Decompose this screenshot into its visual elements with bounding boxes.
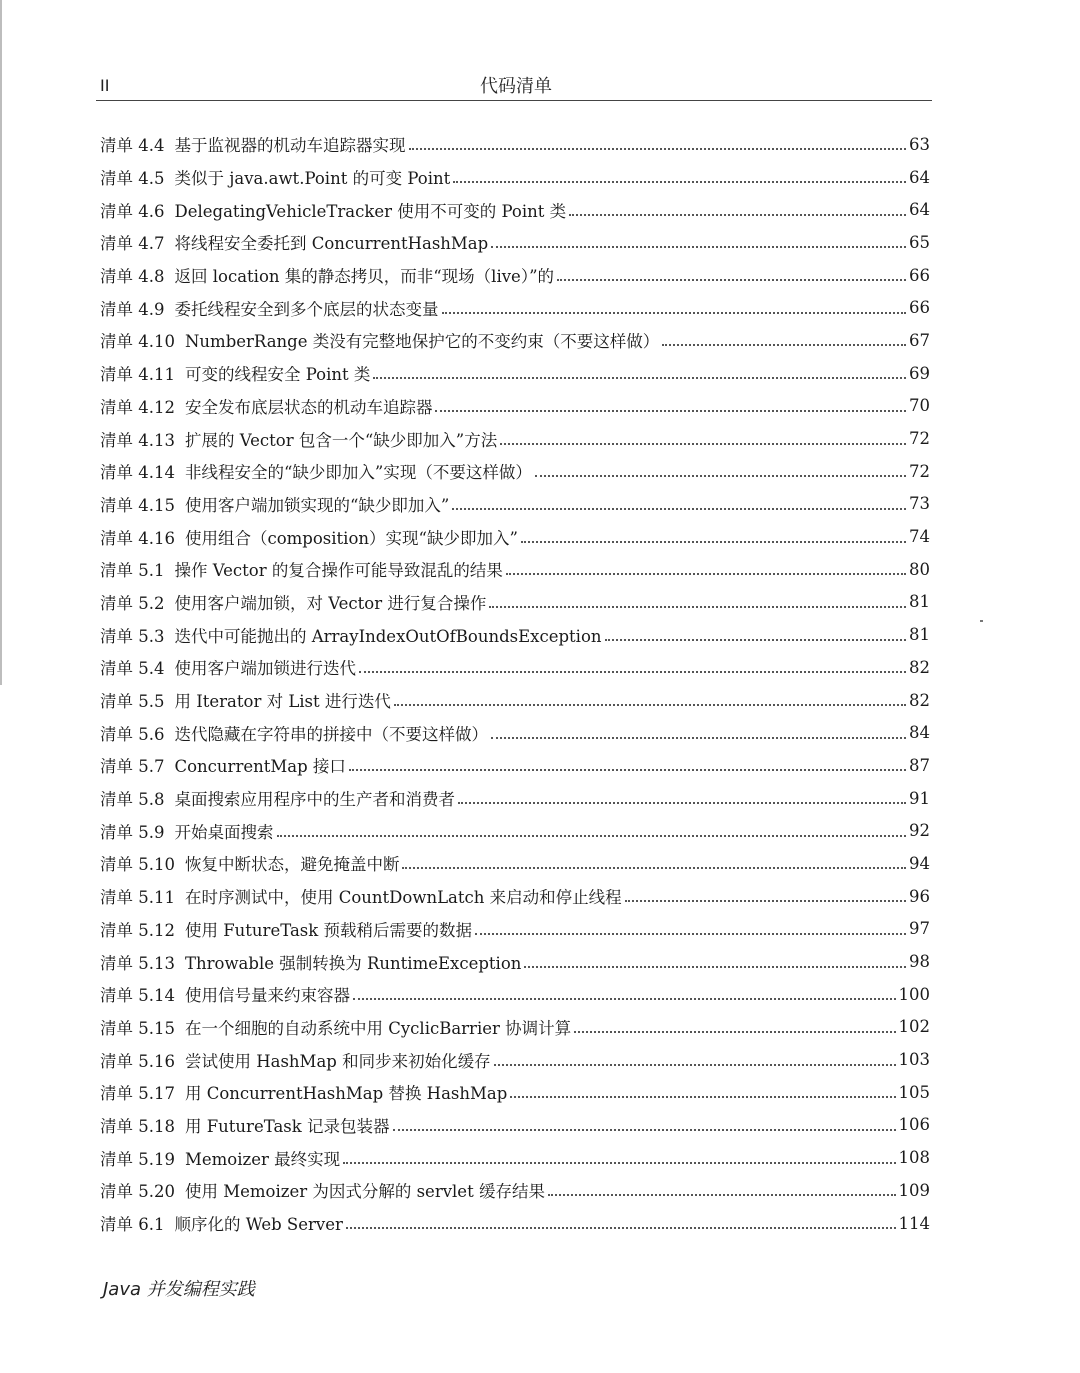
dot-leader xyxy=(489,606,906,608)
toc-entry[interactable] xyxy=(100,913,930,946)
listing-title: 非线程安全的“缺少即加入”实现（不要这样做） xyxy=(184,463,532,483)
listing-number: 清单 5.15 xyxy=(100,1018,175,1038)
listing-number: 清单 4.5 xyxy=(100,169,165,189)
page-reference: 63 xyxy=(909,134,930,154)
toc-entry[interactable] xyxy=(100,357,930,390)
page-reference: 64 xyxy=(909,200,930,220)
toc-entry[interactable] xyxy=(100,488,930,521)
dot-leader xyxy=(506,573,906,575)
toc-entry[interactable] xyxy=(100,455,930,488)
page-reference: 108 xyxy=(898,1148,930,1168)
listing-title: 用 FutureTask 记录包装器 xyxy=(184,1116,390,1136)
toc-entry[interactable] xyxy=(100,128,930,161)
listing-title: 委托线程安全到多个底层的状态变量 xyxy=(174,299,439,319)
dot-leader xyxy=(625,900,906,902)
listing-number: 清单 5.17 xyxy=(100,1084,175,1104)
listing-title: 将线程安全委托到 ConcurrentHashMap xyxy=(174,234,489,254)
toc-entry[interactable] xyxy=(100,422,930,455)
page-reference: 96 xyxy=(909,886,930,906)
page-reference: 70 xyxy=(909,396,930,416)
dot-leader xyxy=(557,279,906,281)
dot-leader xyxy=(494,1064,896,1066)
toc-entry[interactable] xyxy=(100,814,930,847)
page-reference: 84 xyxy=(909,723,930,743)
page-reference: 81 xyxy=(909,625,930,645)
listing-title: 迭代隐藏在字符串的拼接中（不要这样做） xyxy=(174,724,488,744)
dot-leader xyxy=(359,671,906,673)
listing-title: 开始桌面搜索 xyxy=(174,822,274,842)
page-edge-shadow xyxy=(0,0,2,685)
dot-leader xyxy=(458,802,906,804)
listing-number: 清单 5.13 xyxy=(100,953,175,973)
listing-title: 在时序测试中，使用 CountDownLatch 来启动和停止线程 xyxy=(184,888,622,908)
toc-entry[interactable] xyxy=(100,945,930,978)
dot-leader xyxy=(353,998,896,1000)
listing-title: 操作 Vector 的复合操作可能导致混乱的结果 xyxy=(174,561,503,581)
listing-number: 清单 4.15 xyxy=(100,495,175,515)
listing-title: 尝试使用 HashMap 和同步来初始化缓存 xyxy=(184,1051,491,1071)
listing-title: 迭代中可能抛出的 ArrayIndexOutOfBoundsException xyxy=(174,626,602,646)
listing-title: 可变的线程安全 Point 类 xyxy=(184,365,371,385)
dot-leader xyxy=(453,181,906,183)
page-reference: 65 xyxy=(909,232,930,252)
listing-title: Throwable 强制转换为 RuntimeException xyxy=(184,953,522,973)
listing-number: 清单 4.11 xyxy=(100,365,175,385)
toc-entry[interactable] xyxy=(100,618,930,651)
listing-number: 清单 5.14 xyxy=(100,986,175,1006)
page-reference: 103 xyxy=(898,1050,930,1070)
listing-title: ConcurrentMap 接口 xyxy=(174,757,346,777)
listing-number: 清单 5.4 xyxy=(100,659,165,679)
dot-leader xyxy=(452,508,906,510)
toc-entry[interactable] xyxy=(100,1011,930,1044)
dot-leader xyxy=(435,410,906,412)
page-reference: 105 xyxy=(898,1082,930,1102)
listing-number: 清单 4.14 xyxy=(100,463,175,483)
dot-leader xyxy=(346,1227,896,1229)
listing-title: 使用客户端加锁进行迭代 xyxy=(174,659,356,679)
toc-entry[interactable] xyxy=(100,1076,930,1109)
dot-leader xyxy=(662,344,906,346)
toc-entry[interactable] xyxy=(100,880,930,913)
dot-leader xyxy=(373,377,906,379)
page-reference: 81 xyxy=(909,592,930,612)
listing-number: 清单 5.20 xyxy=(100,1182,175,1202)
toc-entry[interactable] xyxy=(100,978,930,1011)
listing-number: 清单 4.13 xyxy=(100,430,175,450)
listing-number: 清单 5.12 xyxy=(100,920,175,940)
listing-title: 使用组合（composition）实现“缺少即加入” xyxy=(184,528,518,548)
listing-title: 使用信号量来约束容器 xyxy=(184,986,350,1006)
listing-title: 使用 Memoizer 为因式分解的 servlet 缓存结果 xyxy=(184,1182,545,1202)
dot-leader xyxy=(524,966,906,968)
dot-leader xyxy=(535,475,906,477)
toc-entry[interactable] xyxy=(100,390,930,423)
listing-title: Memoizer 最终实现 xyxy=(184,1149,341,1169)
page-reference: 67 xyxy=(909,330,930,350)
scan-speck xyxy=(980,620,983,622)
dot-leader xyxy=(277,835,907,837)
listing-toc xyxy=(100,128,930,1239)
listing-number: 清单 4.10 xyxy=(100,332,175,352)
toc-entry[interactable] xyxy=(100,193,930,226)
running-title: 代码清单 xyxy=(480,76,552,97)
toc-entry[interactable] xyxy=(100,1141,930,1174)
listing-number: 清单 5.18 xyxy=(100,1116,175,1136)
listing-number: 清单 5.11 xyxy=(100,888,175,908)
toc-entry[interactable] xyxy=(100,1207,930,1240)
page-reference: 97 xyxy=(909,919,930,939)
dot-leader xyxy=(491,246,906,248)
dot-leader xyxy=(442,312,907,314)
dot-leader xyxy=(402,867,906,869)
page-reference: 72 xyxy=(909,461,930,481)
listing-title: DelegatingVehicleTracker 使用不可变的 Point 类 xyxy=(174,201,567,221)
toc-entry[interactable] xyxy=(100,651,930,684)
toc-entry[interactable] xyxy=(100,782,930,815)
listing-title: 顺序化的 Web Server xyxy=(174,1215,343,1235)
dot-leader xyxy=(409,148,907,150)
toc-entry[interactable] xyxy=(100,291,930,324)
listing-title: 类似于 java.awt.Point 的可变 Point xyxy=(174,169,451,189)
toc-entry[interactable] xyxy=(100,520,930,553)
page-reference: 92 xyxy=(909,821,930,841)
dot-leader xyxy=(574,1031,895,1033)
listing-number: 清单 5.16 xyxy=(100,1051,175,1071)
listing-number: 清单 4.6 xyxy=(100,201,165,221)
page-reference: 102 xyxy=(898,1017,930,1037)
dot-leader xyxy=(343,1162,895,1164)
listing-number: 清单 4.4 xyxy=(100,136,165,156)
listing-number: 清单 4.7 xyxy=(100,234,165,254)
book-title-footer: Java 并发编程实践 xyxy=(103,1279,255,1300)
dot-leader xyxy=(500,443,906,445)
listing-title: 基于监视器的机动车追踪器实现 xyxy=(174,136,406,156)
page-reference: 98 xyxy=(909,952,930,972)
listing-number: 清单 5.8 xyxy=(100,790,165,810)
toc-entry[interactable] xyxy=(100,324,930,357)
toc-entry[interactable] xyxy=(100,684,930,717)
listing-title: 使用 FutureTask 预载稍后需要的数据 xyxy=(184,920,472,940)
page-reference: 72 xyxy=(909,429,930,449)
toc-entry[interactable] xyxy=(100,226,930,259)
listing-title: 在一个细胞的自动系统中用 CyclicBarrier 协调计算 xyxy=(184,1018,572,1038)
toc-entry[interactable] xyxy=(100,1043,930,1076)
listing-number: 清单 4.12 xyxy=(100,397,175,417)
listing-title: 用 Iterator 对 List 进行迭代 xyxy=(174,692,391,712)
dot-leader xyxy=(569,214,906,216)
listing-title: NumberRange 类没有完整地保护它的不变约束（不要这样做） xyxy=(184,332,660,352)
dot-leader xyxy=(349,769,906,771)
listing-number: 清单 4.9 xyxy=(100,299,165,319)
toc-entry[interactable] xyxy=(100,259,930,292)
listing-title: 安全发布底层状态的机动车追踪器 xyxy=(184,397,433,417)
page-reference: 69 xyxy=(909,363,930,383)
page-reference: 64 xyxy=(909,167,930,187)
page-reference: 91 xyxy=(909,788,930,808)
page-reference: 87 xyxy=(909,755,930,775)
dot-leader xyxy=(605,639,906,641)
page-reference: 80 xyxy=(909,559,930,579)
page-reference: 82 xyxy=(909,657,930,677)
listing-number: 清单 5.2 xyxy=(100,593,165,613)
listing-number: 清单 5.7 xyxy=(100,757,165,777)
page-reference: 74 xyxy=(909,527,930,547)
page-reference: 109 xyxy=(898,1180,930,1200)
listing-number: 清单 5.6 xyxy=(100,724,165,744)
toc-entry[interactable] xyxy=(100,749,930,782)
page-reference: 94 xyxy=(909,853,930,873)
toc-entry[interactable] xyxy=(100,1174,930,1207)
page-reference: 106 xyxy=(898,1115,930,1135)
listing-title: 恢复中断状态，避免掩盖中断 xyxy=(184,855,400,875)
page-number: II xyxy=(100,76,110,95)
listing-number: 清单 5.19 xyxy=(100,1149,175,1169)
page-reference: 82 xyxy=(909,690,930,710)
dot-leader xyxy=(475,933,906,935)
page-reference: 66 xyxy=(909,265,930,285)
listing-number: 清单 5.3 xyxy=(100,626,165,646)
page-reference: 66 xyxy=(909,298,930,318)
listing-title: 扩展的 Vector 包含一个“缺少即加入”方法 xyxy=(184,430,498,450)
listing-number: 清单 6.1 xyxy=(100,1215,165,1235)
dot-leader xyxy=(491,737,906,739)
listing-title: 用 ConcurrentHashMap 替换 HashMap xyxy=(184,1084,508,1104)
listing-title: 使用客户端加锁实现的“缺少即加入” xyxy=(184,495,450,515)
listing-number: 清单 4.8 xyxy=(100,267,165,287)
listing-title: 返回 location 集的静态拷贝，而非“现场（live）”的 xyxy=(174,267,555,287)
listing-title: 使用客户端加锁，对 Vector 进行复合操作 xyxy=(174,593,487,613)
listing-number: 清单 5.9 xyxy=(100,822,165,842)
page-reference: 100 xyxy=(898,984,930,1004)
listing-number: 清单 5.5 xyxy=(100,692,165,712)
dot-leader xyxy=(394,704,906,706)
page-reference: 73 xyxy=(909,494,930,514)
toc-entry[interactable] xyxy=(100,847,930,880)
listing-number: 清单 4.16 xyxy=(100,528,175,548)
toc-entry[interactable] xyxy=(100,586,930,619)
dot-leader xyxy=(510,1096,895,1098)
page-reference: 114 xyxy=(898,1213,930,1233)
toc-entry[interactable] xyxy=(100,553,930,586)
page-header xyxy=(100,70,932,102)
header-rule xyxy=(96,100,932,101)
listing-number: 清单 5.10 xyxy=(100,855,175,875)
dot-leader xyxy=(521,541,906,543)
dot-leader xyxy=(393,1129,896,1131)
dot-leader xyxy=(548,1194,896,1196)
toc-entry[interactable] xyxy=(100,1109,930,1142)
toc-entry[interactable] xyxy=(100,161,930,194)
toc-entry[interactable] xyxy=(100,716,930,749)
listing-title: 桌面搜索应用程序中的生产者和消费者 xyxy=(174,790,455,810)
listing-number: 清单 5.1 xyxy=(100,561,165,581)
